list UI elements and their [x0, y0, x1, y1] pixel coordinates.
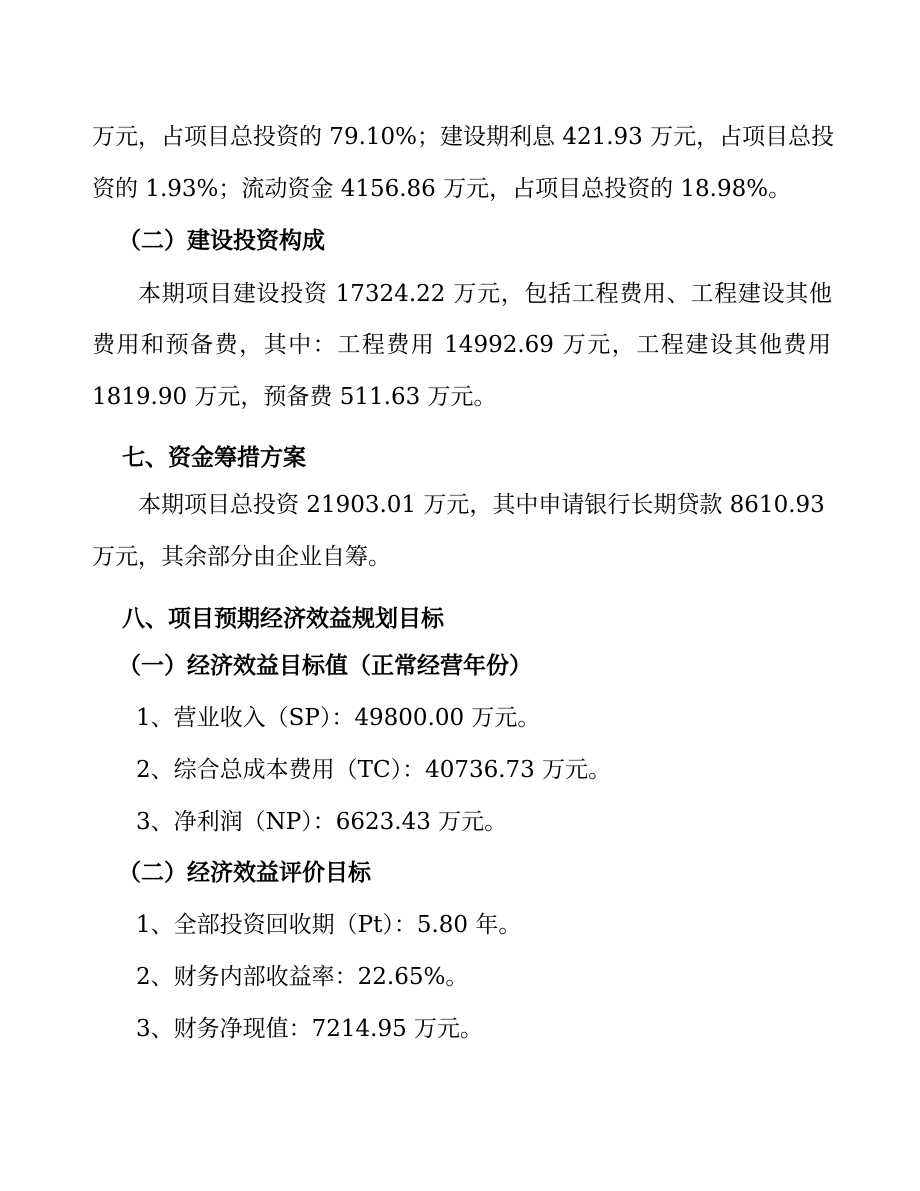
evaluation-item-irr: 2、财务内部收益率：22.65%。: [136, 964, 469, 990]
target-value-item-revenue: 1、营业收入（SP）：49800.00 万元。: [136, 705, 541, 731]
construction-composition-line-2: 费用和预备费，其中：工程费用 14992.69 万元，工程建设其他费用: [92, 332, 831, 358]
construction-composition-line-1: 本期项目建设投资 17324.22 万元，包括工程费用、工程建设其他: [138, 281, 832, 307]
economic-targets-heading: 八、项目预期经济效益规划目标: [122, 605, 444, 632]
investment-share-line-2: 资的 1.93%；流动资金 4156.86 万元，占项目总投资的 18.98%。: [92, 176, 792, 202]
construction-composition-heading: （二）建设投资构成: [118, 227, 325, 254]
evaluation-item-npv: 3、财务净现值：7214.95 万元。: [136, 1016, 484, 1042]
target-value-item-total-cost: 2、综合总成本费用（TC）：40736.73 万元。: [136, 757, 612, 783]
investment-share-line-1: 万元，占项目总投资的 79.10%；建设期利息 421.93 万元，占项目总投: [92, 124, 835, 150]
evaluation-targets-heading: （二）经济效益评价目标: [118, 859, 371, 886]
construction-composition-line-3: 1819.90 万元，预备费 511.63 万元。: [92, 384, 497, 410]
funding-plan-heading: 七、资金筹措方案: [122, 444, 306, 471]
target-value-item-net-profit: 3、净利润（NP）：6623.43 万元。: [136, 809, 508, 835]
evaluation-item-payback-period: 1、全部投资回收期（Pt）：5.80 年。: [136, 912, 522, 938]
target-values-heading: （一）经济效益目标值（正常经营年份）: [118, 652, 532, 679]
funding-plan-line-1: 本期项目总投资 21903.01 万元，其中申请银行长期贷款 8610.93: [138, 492, 825, 518]
funding-plan-line-2: 万元，其余部分由企业自筹。: [92, 544, 391, 570]
